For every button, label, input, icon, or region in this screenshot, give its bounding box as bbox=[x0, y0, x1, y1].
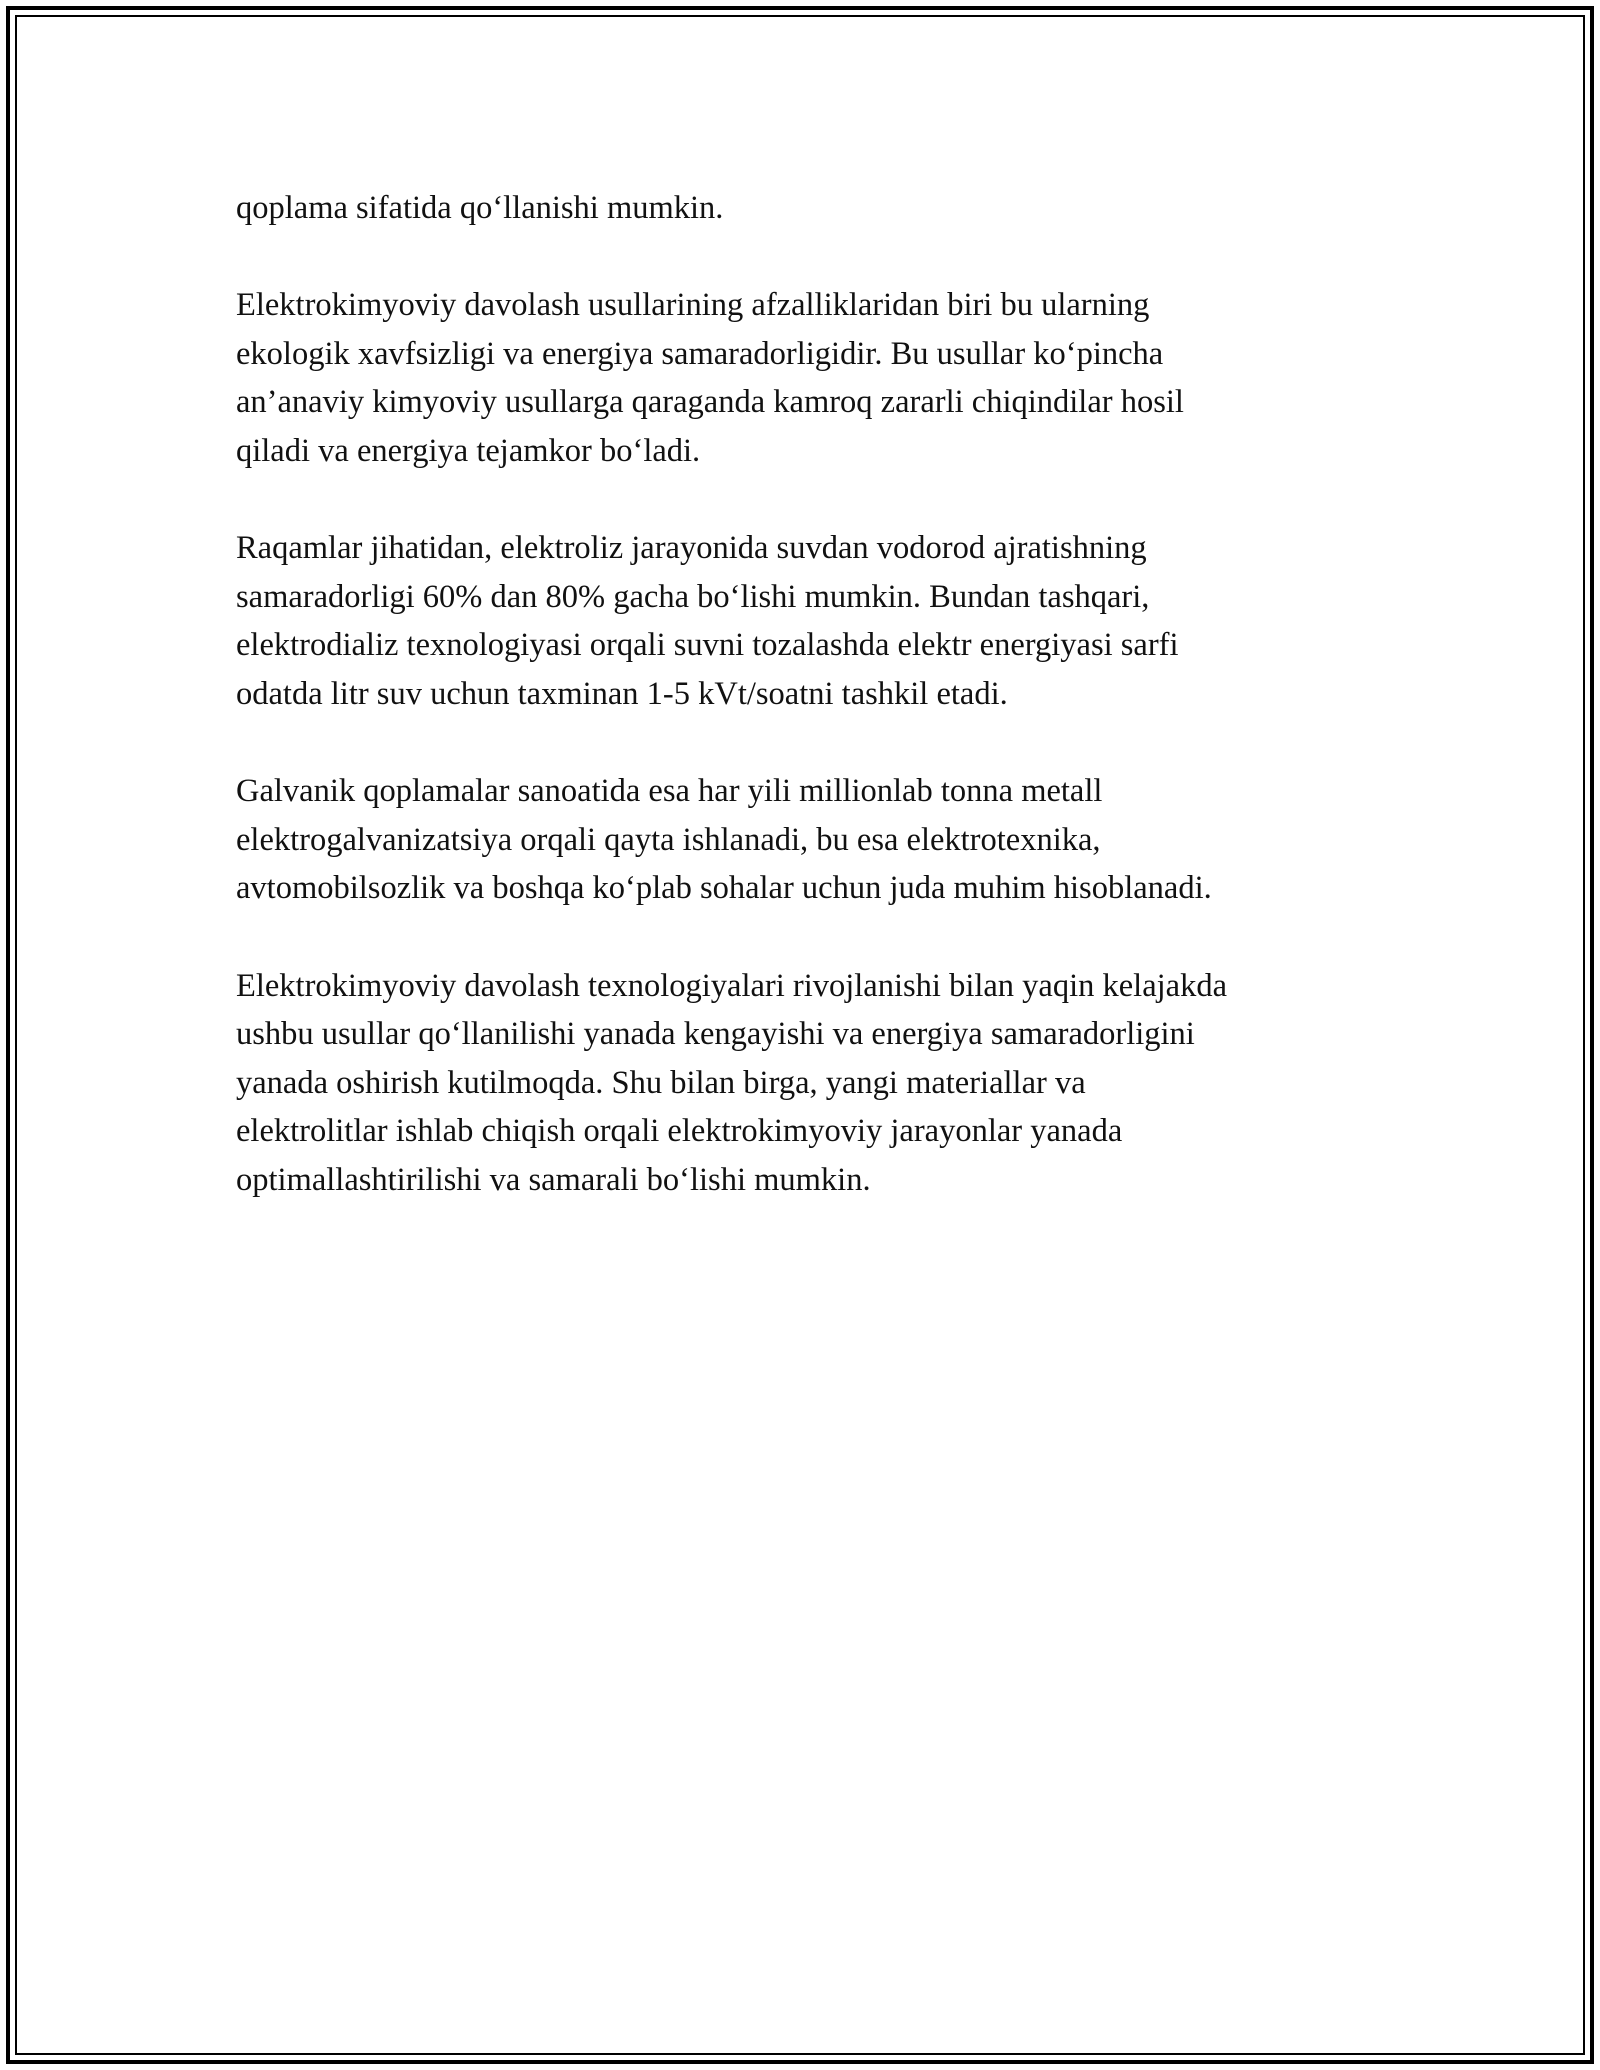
paragraph-1 bbox=[236, 184, 1396, 233]
text-line: odatda litr suv uchun taxminan 1-5 kVt/soatni tashkil etadi. bbox=[236, 675, 1008, 712]
text-line: elektrolitlar ishlab chiqish orqali elektrokimyoviy jarayonlar yanada bbox=[236, 1113, 1123, 1150]
text-line: ekologik xavfsizligi va energiya samaradorligidir. Bu usullar ko‘pincha bbox=[236, 335, 1164, 372]
text-line: Elektrokimyoviy davolash usullarining afzalliklaridan biri bu ularning bbox=[236, 287, 1150, 324]
text-line: ushbu usullar qo‘llanilishi yanada kengayishi va energiya samaradorligini bbox=[236, 1016, 1195, 1053]
text-line: elektrogalvanizatsiya orqali qayta ishlanadi, bu esa elektrotexnika, bbox=[236, 821, 1101, 858]
text-line: Galvanik qoplamalar sanoatida esa har yili millionlab tonna metall bbox=[236, 773, 1103, 810]
text-line: yanada oshirish kutilmoqda. Shu bilan birga, yangi materiallar va bbox=[236, 1064, 1086, 1101]
text-line: qiladi va energiya tejamkor bo‘ladi. bbox=[236, 432, 701, 469]
text-line: qoplama sifatida qo‘llanishi mumkin. bbox=[236, 190, 724, 226]
text-line: Elektrokimyoviy davolash texnologiyalari rivojlanishi bilan yaqin kelajakda bbox=[236, 967, 1228, 1004]
paragraph-3 bbox=[236, 524, 1396, 718]
text-line: optimallashtirilishi va samarali bo‘lishi mumkin. bbox=[236, 1161, 871, 1198]
text-line: avtomobilsozlik va boshqa ko‘plab sohalar uchun juda muhim hisoblanadi. bbox=[236, 870, 1212, 907]
paragraph-4 bbox=[236, 767, 1396, 913]
paragraph-5 bbox=[236, 962, 1396, 1205]
document-body bbox=[236, 184, 1396, 1253]
text-line: Raqamlar jihatidan, elektroliz jarayonida suvdan vodorod ajratishning bbox=[236, 530, 1147, 567]
text-line: an’anaviy kimyoviy usullarga qaraganda kamroq zararli chiqindilar hosil bbox=[236, 384, 1184, 421]
paragraph-2 bbox=[236, 281, 1396, 475]
text-line: samaradorligi 60% dan 80% gacha bo‘lishi mumkin. Bundan tashqari, bbox=[236, 578, 1150, 615]
text-line: elektrodializ texnologiyasi orqali suvni tozalashda elektr energiyasi sarfi bbox=[236, 627, 1179, 664]
